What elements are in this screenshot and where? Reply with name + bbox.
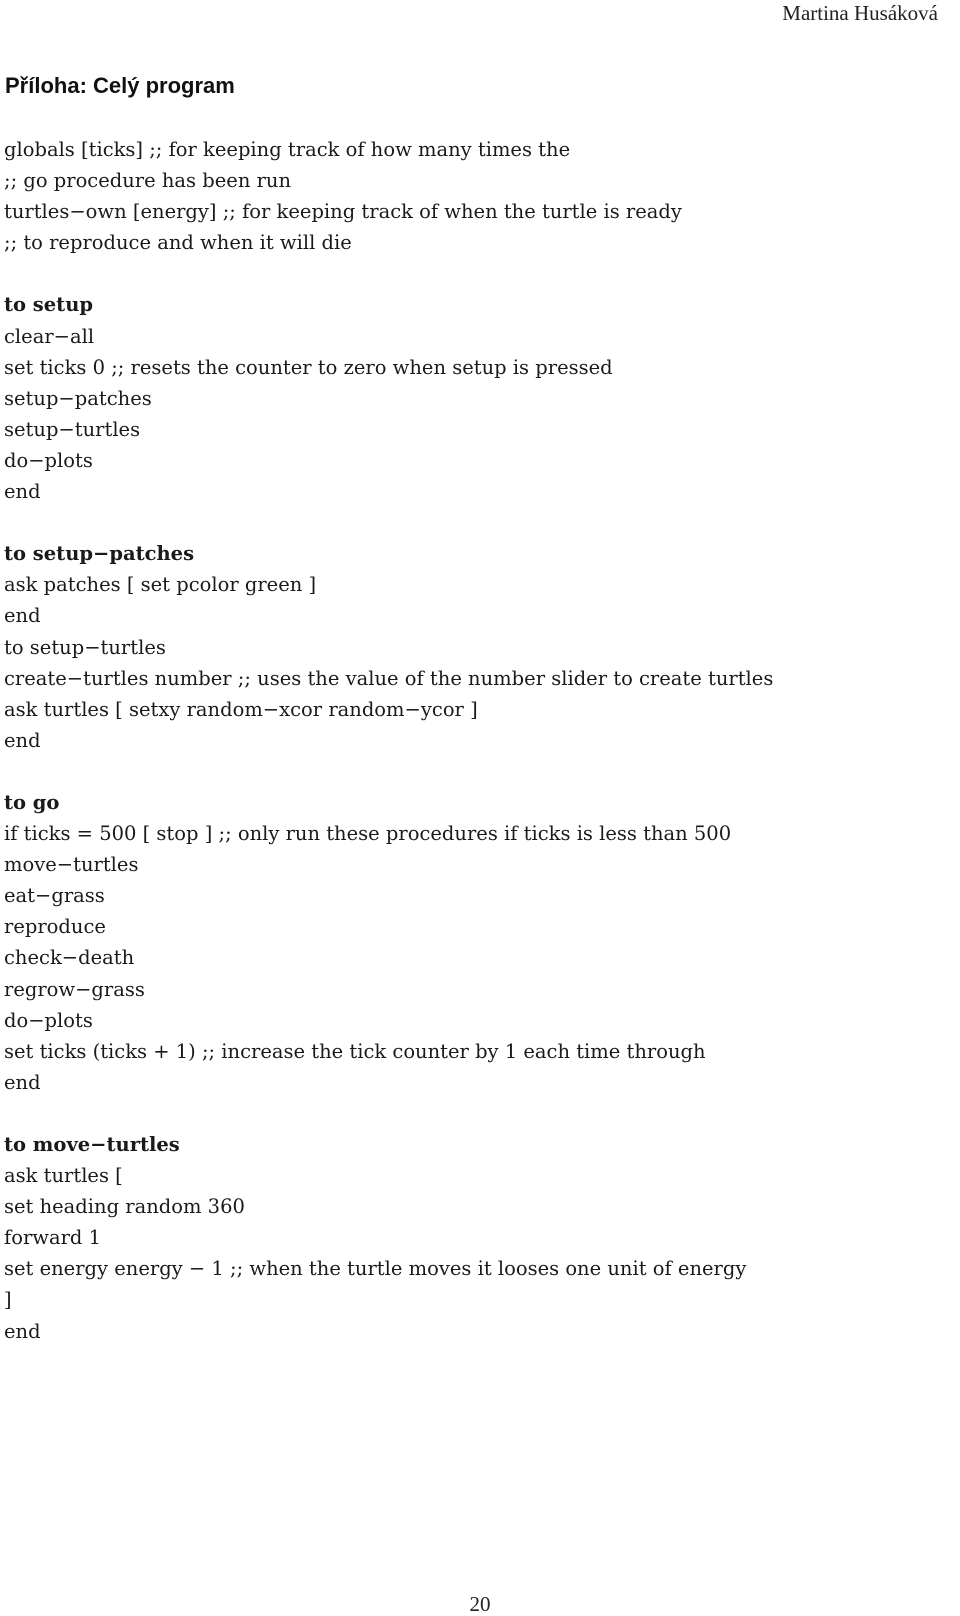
code-line: set ticks 0 ;; resets the counter to zero when setup is pressed <box>4 355 613 379</box>
code-line-procedure-header: to setup <box>4 293 94 317</box>
code-line: do−plots <box>4 1008 93 1032</box>
code-line: reproduce <box>4 915 106 939</box>
code-line-procedure-header: to move−turtles <box>4 1133 180 1156</box>
code-line: setup−patches <box>4 386 152 410</box>
code-line: regrow−grass <box>4 977 145 1001</box>
code-line: end <box>4 1070 41 1094</box>
code-line: ask turtles [ setxy random−xcor random−ycor ] <box>4 697 478 721</box>
code-line: end <box>4 480 41 504</box>
code-line: if ticks = 500 [ stop ] ;; only run these procedures if ticks is less than 500 <box>4 822 732 846</box>
header-author: Martina Husáková <box>782 1 938 25</box>
code-line: do−plots <box>4 448 93 472</box>
code-line: ;; to reproduce and when it will die <box>4 231 352 255</box>
code-line <box>4 756 940 787</box>
code-line: forward 1 <box>4 1226 102 1250</box>
section-title: Příloha: Celý program <box>5 73 235 98</box>
code-line: ask patches [ set pcolor green ] <box>4 573 317 597</box>
code-listing <box>4 134 940 1347</box>
code-line: setup−turtles <box>4 417 141 441</box>
page-number: 20 <box>469 1592 491 1616</box>
code-line: create−turtles number ;; uses the value of the number slider to create turtles <box>4 666 774 690</box>
code-line: check−death <box>4 946 135 970</box>
code-line: ;; go procedure has been run <box>4 169 292 193</box>
code-line-procedure-header: to go <box>4 790 60 814</box>
code-line: move−turtles <box>4 853 139 877</box>
code-line: set ticks (ticks + 1) ;; increase the tick counter by 1 each time through <box>4 1039 706 1063</box>
code-line-procedure-header: to setup−patches <box>4 542 195 566</box>
code-line <box>4 258 940 289</box>
code-line: globals [ticks] ;; for keeping track of how many times the <box>4 138 571 161</box>
code-line: clear−all <box>4 324 95 348</box>
code-line: set heading random 360 <box>4 1195 245 1219</box>
code-line <box>4 1098 940 1129</box>
code-line: end <box>4 728 41 752</box>
code-line <box>4 507 940 538</box>
code-line: end <box>4 604 41 628</box>
code-line: set energy energy − 1 ;; when the turtle moves it looses one unit of energy <box>4 1257 747 1281</box>
code-line: ] <box>4 1288 12 1312</box>
code-line: eat−grass <box>4 884 105 908</box>
code-line: to setup−turtles <box>4 635 166 659</box>
code-line: end <box>4 1319 41 1343</box>
code-line: ask turtles [ <box>4 1164 123 1188</box>
code-line: turtles−own [energy] ;; for keeping track of when the turtle is ready <box>4 200 682 224</box>
